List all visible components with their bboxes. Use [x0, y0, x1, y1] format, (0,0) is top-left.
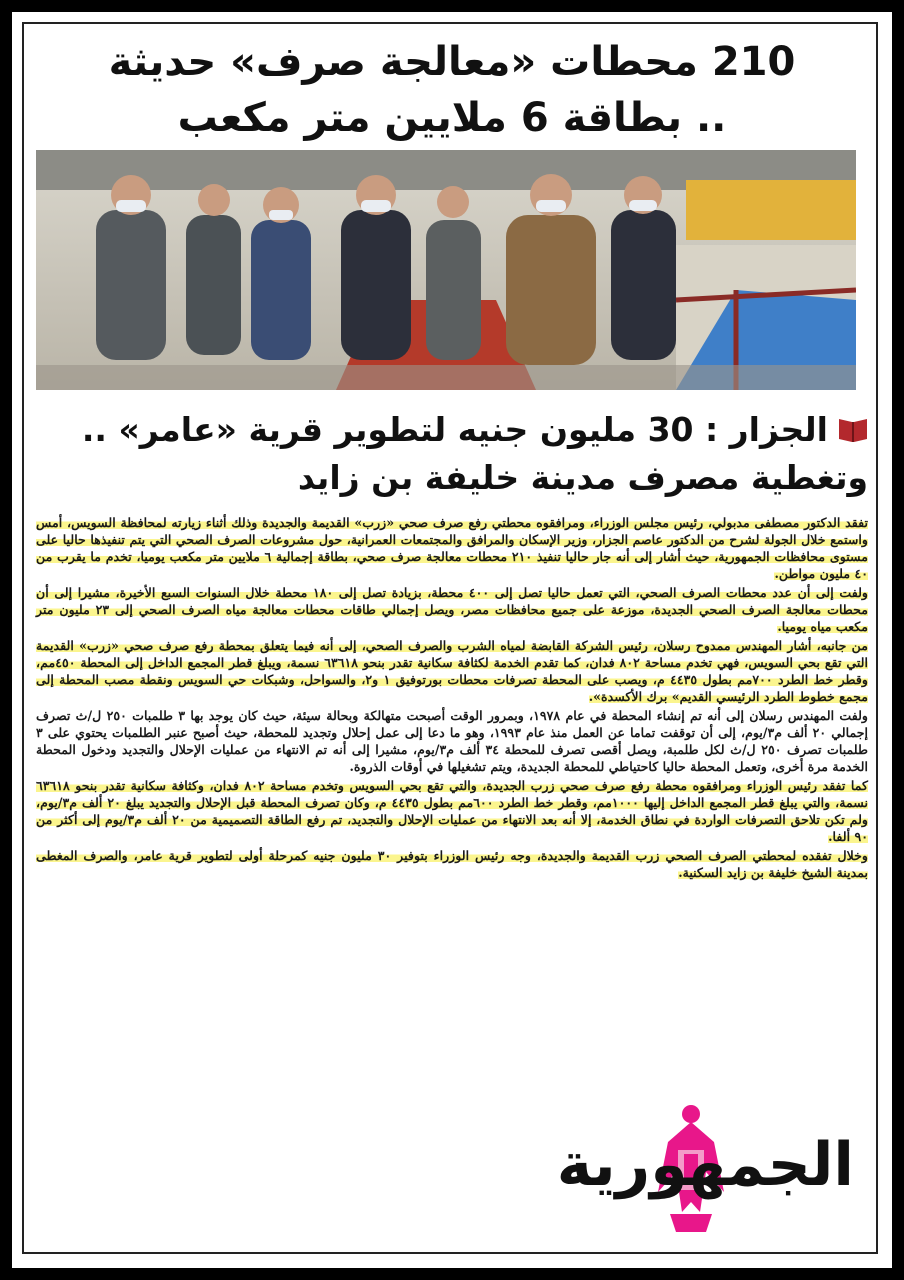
- officials-walking-photo: [36, 150, 856, 390]
- article-photo: [36, 150, 856, 390]
- headline-line-2: .. بطاقة 6 ملايين متر مكعب: [177, 95, 727, 141]
- headline-line-1: 210 محطات «معالجة صرف» حديثة: [108, 39, 796, 85]
- book-icon: [838, 415, 868, 443]
- subheadline: [72, 406, 868, 502]
- article-paragraph-3: من جانبه، أشار المهندس ممدوح رسلان، رئيس الشركة القابضة لمياه الشرب والصرف الصحي، إلى أنه فيما يتعلق بمحطة رفع صرف صحي «زرب» القديمة التي تقع بحي السويس، فهي تخدم مساحة ٨٠٢ فدان، كما تقدم الخدمة لكثافة سكانية تقدر بنحو ٦٣٦١٨ نسمة، ويبلغ قطر المجمع الداخل إلى المحطة ٤٥٠مم، وقطر خط الطرد ٧٠٠مم بطول ٤٤٣٥ م، ويصب على المحطة تصرفات محطات بورتوفيق ١ و٢، والسواحل، وشبكات حي السويس ونقطة مصب المحطة إلى مجمع خطوط الطرد الرئيسي القديم» برك الأكسدة».: [36, 638, 868, 704]
- article-body: [36, 514, 868, 883]
- newspaper-page: [12, 12, 892, 1268]
- headline: [36, 34, 868, 146]
- article-paragraph-5: كما تفقد رئيس الوزراء ومرافقوه محطة رفع صرف صحي زرب الجديدة، والتي تقع بحي السويس وتخدم مساحة ٨٠٢ فدان، وكثافة سكانية تقدر بنحو ٦٣٦١٨ نسمة، والتي يبلغ قطر المجمع الداخل إليها ١٠٠٠مم، وقطر خط الطرد ٦٠٠مم بطول ٤٤٣٥ م، وكان تصرف المحطة قبل الإحلال والتجديد يبلغ ٢٠ ألف م٣/يوم، ولم تكن تلاحق التصرفات الواردة في نطاق الخدمة، إلا أنه بعد الانتهاء من عمليات الإحلال والتجديد، تم رفع الطاقة التصميمية من ٢٠ ألف م٣/يوم إلى أكثر من ٩٠ ألفا.: [36, 778, 869, 844]
- subheadline-line-2: وتغطية مصرف مدينة خليفة بن زايد: [297, 458, 868, 497]
- subheadline-line-1: الجزار : 30 مليون جنيه لتطوير قرية «عامر» ..: [81, 410, 828, 449]
- logo-text: الجمهورية: [556, 1130, 854, 1200]
- article-paragraph-6: وخلال تفقده لمحطتي الصرف الصحي زرب القديمة والجديدة، وجه رئيس الوزراء بتوفير ٣٠ مليون جنيه كمرحلة أولى لتطوير قرية عامر، والصرف المغطى بمدينة الشيخ خليفة بن زايد السكنية.: [36, 848, 869, 880]
- article-paragraph-2: ولفت إلى أن عدد محطات الصرف الصحي، التي تعمل حاليا تصل إلى ٤٠٠ محطة، بزيادة تصل إلى ١٨٠ محطة خلال السنوات السبع الأخيرة، مشيرا إلى أن محطات معالجة الصرف الصحي الجديدة، موزعة على جميع محافظات مصر، ويصل إجمالي طاقات محطات معالجة مياه الصرف الصحي إلى ٢٣ مليون متر مكعب مياه يوميا.: [36, 585, 868, 634]
- article-paragraph-4: ولفت المهندس رسلان إلى أنه تم إنشاء المحطة في عام ١٩٧٨، وبمرور الوقت أصبحت متهالكة وبحالة سيئة، حيث كان يوجد بها ٣ طلمبات ٢٥٠ ل/ث تصرف إجمالي ٢٠ ألف م٣/يوم، إلى أن توقفت تماما عن العمل منذ عام ١٩٩٣، وهو ما دعا إلى عمل إحلال وتجديد للمحطة، حيث أصبح عنبر الطلمبات يحتوي على ٣ طلمبات تصرف ٢٥٠ ل/ث لكل طلمبة، ويصل أقصى تصرف للمحطة ٣٤ ألف م٣/يوم، مشيرا إلى أنه تم الانتهاء من عمليات الإحلال والتجديد ودخول المحطة الخدمة مرة أخرى، وتعمل المحطة حاليا كاحتياطي للمحطة الجديدة، ويتم تشغيلها في أوقات الذروة.: [36, 708, 869, 774]
- newspaper-logo: [556, 1102, 862, 1242]
- article-paragraph-1: تفقد الدكتور مصطفى مدبولي، رئيس مجلس الوزراء، ومرافقوه محطتي رفع صرف صحي «زرب» القديمة والجديدة وذلك أثناء زيارته لمحافظة السويس، أمس واستمع خلال الجولة لشرح من الدكتور عاصم الجزار، وزير الإسكان والمرافق والمجتمعات العمرانية، حول مشروعات الصرف الصحي التي يتم تنفيذها حاليا على مستوى محافظات الجمهورية، حيث أشار إلى أنه جار حاليا تنفيذ ٢١٠ محطات معالجة صرف صحي، بطاقة إجمالية ٦ ملايين متر مكعب يوميا، تخدم ما يقرب من ٤٠ مليون مواطن.: [36, 515, 868, 581]
